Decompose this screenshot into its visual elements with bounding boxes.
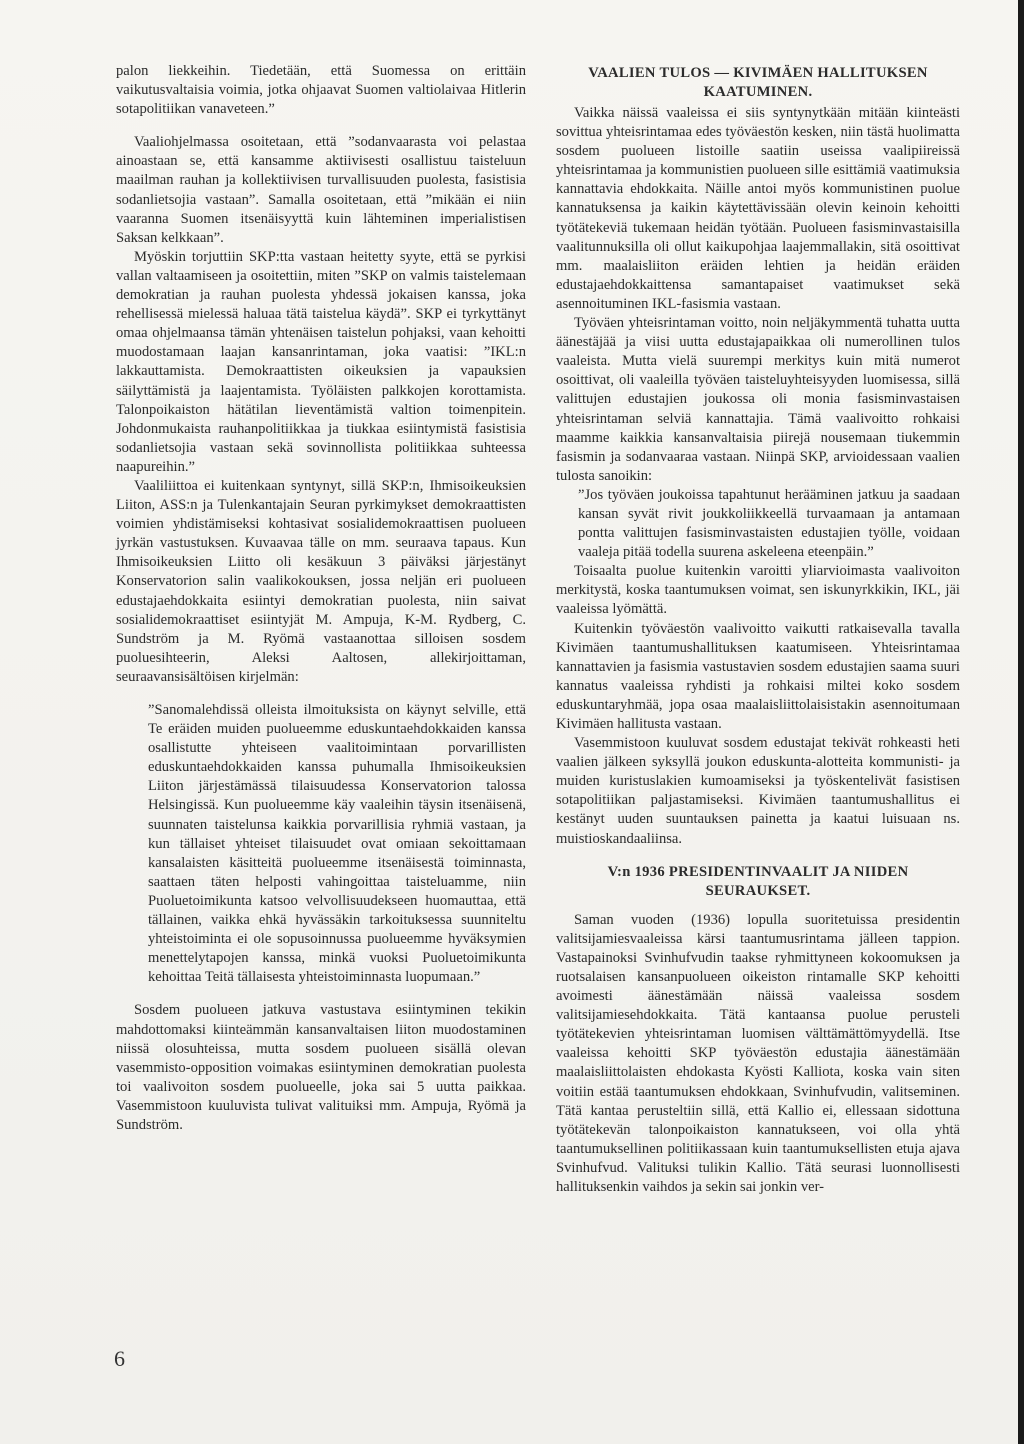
paragraph: Toisaalta puolue kuitenkin varoitti yliarvioimasta vaalivoiton merkitystä, koska taantumuksen voimat, sen iskunyrkkikin, IKL, jäi vaaleissa lyömättä.	[556, 563, 960, 618]
page-number: 6	[114, 1346, 125, 1371]
paragraph: Sosdem puolueen jatkuva vastustava esiintyminen tekikin mahdottomaksi kiinteämmän kansanvaltaisen liiton muodostaminen niissä olosuhteissa, mutta sosdem puolueen sisällä olevan vasemmisto-opposition voimakas esiintyminen demokratian puolesta toi vaalivoiton sosdem puolueelle, joka sai 5 uutta paikkaa. Vasemmistoon kuuluvista tulivat valituiksi mm. Ampuja, Ryömä ja Sundström.	[116, 1002, 526, 1133]
paragraph: Saman vuoden (1936) lopulla suoritetuissa presidentin valitsijamiesvaaleissa kärsi taantumusrintama jälleen tappion. Vastapainoksi Svinhufvudin taakse ryhmittyneen kokoomuksen ja ruotsalaisen kansanpuolueen oikeiston rintamalle SKP kehoitti avoimesti äänestämään näissä vaaleissa sosdem valitsijamiesehdokkaita. Tätä kantaansa puolue perusteli työtätekevien yhteisrintaman luomisen välttämättömyydellä. Itse vaaleissa kehoitti SKP työväestön edustajia äänestämään maalaisliittolaisten ehdokasta Kyösti Kalliota, koska vain siten voitiin estää taantumuksen ehdokkaan, Svinhufvudin, valitseminen. Tätä kantaa perusteltiin sillä, että Kallio ei, ellessaan sidottuna työtätekevän talonpoikaiston kannatukseen, voi olla yhtä taantumuksellinen politiikassaan kuin taantumuksellisten etuja ajava Svinhufvud. Valituksi tulikin Kallio. Tätä seurasi luonnollisesti hallituksenkin vaihdos ja sekin sai jonkin ver-	[556, 911, 960, 1195]
block-quote	[148, 701, 526, 987]
quote-text: ”Jos työväen joukoissa tapahtunut herääminen jatkuu ja saadaan kansan syvät rivit joukkoliikkeellä turvaamaan ja antamaan pontta valittujen fasisminvastaisten edustajien työlle, voidaan vaaleja pitää todella suurena askeleena eteenpäin.”	[578, 486, 960, 561]
paragraph: Vaikka näissä vaaleissa ei siis syntynytkään mitään kiinteästi sovittua yhteisrintamaa edes työväestön kesken, niin tästä huolimatta sosdem puolueen listoille saatiin useissa vaalipiireissä yhteisrintamaa ja kommunistien puolueen sille esittämiä vaatimuksia kannattavia ehdokkaita. Näille antoi myös kommunistinen puolue kannatuksensa ja kaikin käytettävissään olevin keinoin kehoitti työtätekeviä tukemaan heidän työtään. Puolueen fasisminvastaisilla vaalitunnuksilla oli ollut kaikupohjaa laajemmallakin, sitä osoittivat mm. maalaisliiton eräiden lehtien ja heidän eräiden edustajaehdokkaittensa samantapaiset vaatimukset sekä asennoituminen IKL-fasismia vastaan.	[556, 105, 960, 312]
block-quote	[578, 486, 960, 562]
paragraph: Vaaliliittoa ei kuitenkaan syntynyt, sillä SKP:n, Ihmisoikeuksien Liiton, ASS:n ja Tulenkantajain Seuran pyrkimykset demokraattisten voimien yhdistämiseksi kohtasivat sosialidemokraattisen puolueen jyrkän vastustuksen. Kuvaavaa tälle on mm. seuraava tapaus. Kun Ihmisoikeuksien Liitto oli kesäkuun 3 päiväksi järjestänyt Konservatorion salin vaalikokouksen, jossa neljän eri puolueen edustajaehdokkaita esiintyi demokratian puolesta, niin saivat sosialidemokraattiset esiintyjät M. Ampuja, K-M. Rydberg, C. Sundström ja M. Ryömä vastaanottaa silloisen sosdem puoluesihteerin, Aleksi Aaltosen, allekirjoittaman, seuraavansisältöisen kirjelmän:	[116, 477, 526, 685]
section-heading: V:n 1936 PRESIDENTINVAALIT JA NIIDEN SEURAUKSET.	[607, 863, 909, 899]
scan-edge	[1018, 0, 1024, 1444]
paragraph: Työväen yhteisrintaman voitto, noin neljäkymmentä tuhatta uutta äänestäjää ja viisi uutta edustajapaikkaa oli numerollinen tulos vaaleista. Mutta vielä suurempi merkitys kuin mitä numerot osoittivat, oli vaaleilla työväen taisteluyhteisyyden luomisessa, sillä valittujen edustajien joukossa oli monia fasisminvastaisen yhteisrintaman selviä kannattajia. Tämä vaalivoitto rohkaisi maamme kaikkia kansanvaltaisia piirejä nousemaan tiukemmin fasismin ja sodanvaaraa vastaan. Niinpä SKP, arvioidessaan vaalien tulosta sanoikin:	[556, 315, 960, 484]
paragraph: Kuitenkin työväestön vaalivoitto vaikutti ratkaisevalla tavalla Kivimäen taantumushallituksen kaatumiseen. Yhteisrintamaa kannattavien ja fasismia vastustavien sosdem edustajien saama suuri kannatus vaaleissa ryhdisti ja rohkaisi miltei koko sosdem eduskuntaryhmää, jopa osaa maalaisliittolaisistakin asennoitumaan Kivimäen hallitusta vastaan.	[556, 620, 960, 732]
paragraph: Myöskin torjuttiin SKP:tta vastaan heitetty syyte, että se pyrkisi vallan valtaamiseen ja osoitettiin, miten ”SKP on valmis taistelemaan demokratian ja rauhan puolesta yhdessä jokaisen kanssa, joka rehellisessä mielessä haluaa tätä taistelua käydä”. SKP ei tyrkyttänyt omaa ohjelmaansa tämän yhtenäisen taistelun pohjaksi, vaan kehoitti muodostamaan laajan kansanrintaman, joka vaatisi: ”IKL:n lakkauttamista. Demokraattisten oikeuksien ja vapauksien säilyttämistä ja laajentamista. Työläisten palkkojen korottamista. Talonpoikaiston hätätilan lieventämistä valtion toimenpitein. Johdonmukaista rauhanpolitiikkaa ja tiukkaa esiintymistä fasistisia sodanlietsojia vastaan sekä sovinnollista politiikkaa suhteessa naapureihin.”	[116, 248, 526, 475]
paragraph: palon liekkeihin. Tiedetään, että Suomessa on erittäin vaikutusvaltaisia voimia, jotka ohjaavat Suomen valtiolaivaa Hitlerin sotapolitiikan vanaveteen.”	[116, 63, 526, 118]
right-column	[556, 64, 960, 1197]
section-heading: VAALIEN TULOS — KIVIMÄEN HALLITUKSEN KAATUMINEN.	[588, 65, 928, 100]
left-column	[116, 62, 526, 1135]
paragraph: Vasemmistoon kuuluvat sosdem edustajat tekivät rohkeasti heti vaalien jälkeen syksyllä joukon eduskunta-alotteita kommunisti- ja muiden kuristuslakien kumoamiseksi ja työskentelivät fasistisen sotapolitiikan paljastamiseksi. Kivimäen taantumushallitus ei kestänyt uuden suuntauksen painetta ja kaatui luisuaan ns. muistioskandaaliinsa.	[556, 735, 960, 847]
paragraph: Vaaliohjelmassa osoitetaan, että ”sodanvaarasta voi pelastaa ainoastaan se, että kansamme aktiivisesti osallistuu taisteluun maailman rauhan ja kollektiivisen turvallisuuden puolesta, fasistisia sodanlietsojia vastaan”. Samalla osoitetaan, että ”mikään ei niin vaaranna Suomen itsenäisyyttä kuin lähteminen imperialistisen Saksan kelkkaan”.	[116, 134, 526, 246]
quote-text: ”Sanomalehdissä olleista ilmoituksista on käynyt selville, että Te eräiden muiden puolueemme eduskuntaehdokkaiden kanssa osallistutte yhteiseen vaalitoimintaan porvarillisten eduskuntaehdokkaiden kanssa puhumalla Ihmisoikeuksien Liiton järjestämässä tilaisuudessa Konservatorion talossa Helsingissä. Kun puolueemme käy vaaleihin täysin itsenäisenä, suunnaten taistelunsa kaikkia porvarillisia ryhmiä vastaan, ja kun tällaiset yhteiset tilaisuudet ovat omiaan sekoittamaan kansalaisten käsitteitä puolueemme itsenäisestä toiminnasta, saattaen täten helposti vahingoittaa taisteluamme, niin Puoluetoimikunta katsoo velvollisuudekseen huomauttaa, että tällainen, vaikka ehkä hyvässäkin tarkoituksessa suunniteltu yhteistoiminta ei ole sopusoinnussa puolueemme hyväksymien menettelytapojen kanssa, minkä vuoksi Puoluetoimikunta kehoittaa Teitä tällaisesta yhteistoiminnasta luopumaan.”	[148, 702, 526, 986]
